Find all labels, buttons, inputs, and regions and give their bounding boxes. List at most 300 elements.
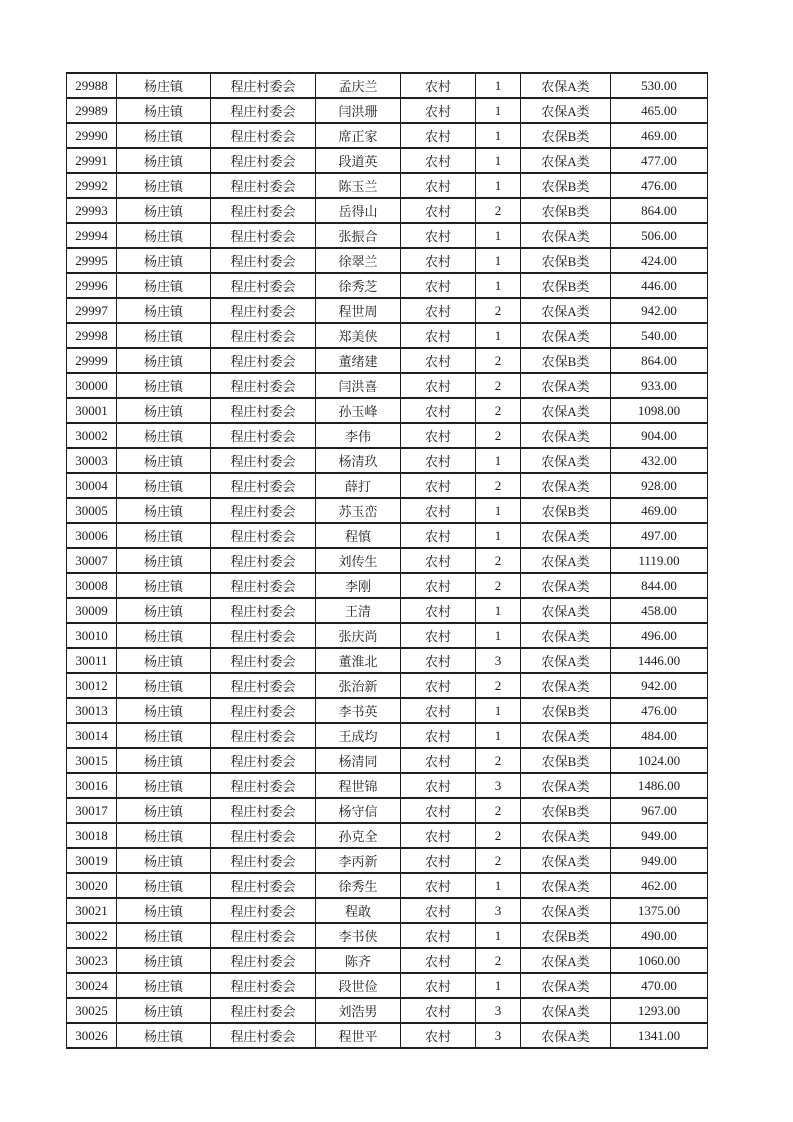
- cell-person-count: 1: [476, 448, 521, 473]
- cell-category: 农村: [401, 773, 476, 798]
- table-row: [67, 298, 708, 323]
- cell-category: 农村: [401, 923, 476, 948]
- cell-insurance-type: 农保A类: [521, 623, 611, 648]
- cell-insurance-type: 农保A类: [521, 548, 611, 573]
- records-table-body: [67, 73, 708, 1048]
- cell-serial-number: 29995: [67, 248, 117, 273]
- cell-serial-number: 30019: [67, 848, 117, 873]
- cell-insurance-type: 农保A类: [521, 598, 611, 623]
- table-row: [67, 948, 708, 973]
- cell-amount: 462.00: [611, 873, 708, 898]
- cell-town: 杨庄镇: [117, 998, 211, 1023]
- cell-serial-number: 29999: [67, 348, 117, 373]
- table-row: [67, 73, 708, 98]
- cell-serial-number: 30010: [67, 623, 117, 648]
- table-row: [67, 348, 708, 373]
- cell-insurance-type: 农保A类: [521, 873, 611, 898]
- cell-person-name: 郑美侠: [316, 323, 401, 348]
- cell-village-committee: 程庄村委会: [211, 573, 316, 598]
- table-row: [67, 148, 708, 173]
- cell-town: 杨庄镇: [117, 898, 211, 923]
- cell-person-name: 段道英: [316, 148, 401, 173]
- cell-category: 农村: [401, 498, 476, 523]
- cell-category: 农村: [401, 223, 476, 248]
- cell-person-count: 2: [476, 198, 521, 223]
- cell-person-count: 1: [476, 123, 521, 148]
- cell-town: 杨庄镇: [117, 298, 211, 323]
- cell-person-count: 1: [476, 973, 521, 998]
- cell-serial-number: 30000: [67, 373, 117, 398]
- cell-category: 农村: [401, 1023, 476, 1048]
- cell-amount: 1486.00: [611, 773, 708, 798]
- cell-category: 农村: [401, 98, 476, 123]
- table-row: [67, 248, 708, 273]
- cell-town: 杨庄镇: [117, 323, 211, 348]
- cell-category: 农村: [401, 723, 476, 748]
- cell-person-name: 王成均: [316, 723, 401, 748]
- cell-person-count: 1: [476, 598, 521, 623]
- cell-village-committee: 程庄村委会: [211, 323, 316, 348]
- cell-person-count: 2: [476, 948, 521, 973]
- table-row: [67, 473, 708, 498]
- table-row: [67, 98, 708, 123]
- table-row: [67, 623, 708, 648]
- cell-serial-number: 30009: [67, 598, 117, 623]
- cell-person-count: 2: [476, 473, 521, 498]
- cell-insurance-type: 农保A类: [521, 373, 611, 398]
- cell-town: 杨庄镇: [117, 873, 211, 898]
- cell-person-count: 2: [476, 798, 521, 823]
- cell-insurance-type: 农保B类: [521, 348, 611, 373]
- cell-person-count: 1: [476, 923, 521, 948]
- cell-person-name: 徐翠兰: [316, 248, 401, 273]
- cell-serial-number: 30023: [67, 948, 117, 973]
- cell-serial-number: 29996: [67, 273, 117, 298]
- cell-serial-number: 30021: [67, 898, 117, 923]
- table-row: [67, 1023, 708, 1048]
- cell-village-committee: 程庄村委会: [211, 923, 316, 948]
- cell-person-count: 2: [476, 398, 521, 423]
- cell-category: 农村: [401, 248, 476, 273]
- cell-town: 杨庄镇: [117, 648, 211, 673]
- cell-person-count: 1: [476, 723, 521, 748]
- cell-insurance-type: 农保A类: [521, 73, 611, 98]
- cell-person-name: 李书侠: [316, 923, 401, 948]
- cell-town: 杨庄镇: [117, 848, 211, 873]
- cell-person-name: 王清: [316, 598, 401, 623]
- cell-town: 杨庄镇: [117, 573, 211, 598]
- cell-serial-number: 30014: [67, 723, 117, 748]
- cell-category: 农村: [401, 573, 476, 598]
- cell-category: 农村: [401, 473, 476, 498]
- cell-town: 杨庄镇: [117, 473, 211, 498]
- cell-amount: 933.00: [611, 373, 708, 398]
- cell-town: 杨庄镇: [117, 973, 211, 998]
- cell-serial-number: 30002: [67, 423, 117, 448]
- cell-person-name: 李刚: [316, 573, 401, 598]
- cell-amount: 497.00: [611, 523, 708, 548]
- cell-insurance-type: 农保B类: [521, 273, 611, 298]
- table-row: [67, 423, 708, 448]
- cell-amount: 942.00: [611, 673, 708, 698]
- cell-insurance-type: 农保B类: [521, 248, 611, 273]
- cell-person-name: 刘浩男: [316, 998, 401, 1023]
- cell-amount: 530.00: [611, 73, 708, 98]
- table-row: [67, 573, 708, 598]
- cell-insurance-type: 农保A类: [521, 323, 611, 348]
- cell-town: 杨庄镇: [117, 198, 211, 223]
- cell-village-committee: 程庄村委会: [211, 148, 316, 173]
- cell-serial-number: 30013: [67, 698, 117, 723]
- cell-person-name: 程世周: [316, 298, 401, 323]
- cell-insurance-type: 农保B类: [521, 198, 611, 223]
- cell-person-name: 程世锦: [316, 773, 401, 798]
- cell-person-count: 2: [476, 298, 521, 323]
- cell-serial-number: 29997: [67, 298, 117, 323]
- cell-serial-number: 29992: [67, 173, 117, 198]
- cell-person-count: 3: [476, 998, 521, 1023]
- cell-person-count: 3: [476, 648, 521, 673]
- cell-category: 农村: [401, 873, 476, 898]
- cell-village-committee: 程庄村委会: [211, 623, 316, 648]
- cell-insurance-type: 农保A类: [521, 723, 611, 748]
- cell-amount: 1098.00: [611, 398, 708, 423]
- table-row: [67, 898, 708, 923]
- cell-category: 农村: [401, 423, 476, 448]
- cell-village-committee: 程庄村委会: [211, 673, 316, 698]
- cell-person-name: 席正家: [316, 123, 401, 148]
- cell-amount: 476.00: [611, 698, 708, 723]
- cell-insurance-type: 农保A类: [521, 898, 611, 923]
- cell-category: 农村: [401, 623, 476, 648]
- cell-person-name: 徐秀芝: [316, 273, 401, 298]
- cell-amount: 949.00: [611, 848, 708, 873]
- cell-town: 杨庄镇: [117, 673, 211, 698]
- cell-person-name: 闫洪珊: [316, 98, 401, 123]
- table-row: [67, 398, 708, 423]
- table-row: [67, 373, 708, 398]
- cell-amount: 424.00: [611, 248, 708, 273]
- cell-insurance-type: 农保A类: [521, 948, 611, 973]
- cell-town: 杨庄镇: [117, 448, 211, 473]
- cell-category: 农村: [401, 298, 476, 323]
- cell-amount: 496.00: [611, 623, 708, 648]
- cell-category: 农村: [401, 173, 476, 198]
- cell-village-committee: 程庄村委会: [211, 798, 316, 823]
- cell-insurance-type: 农保B类: [521, 923, 611, 948]
- records-table: [66, 72, 708, 1049]
- cell-village-committee: 程庄村委会: [211, 698, 316, 723]
- cell-serial-number: 30006: [67, 523, 117, 548]
- table-row: [67, 598, 708, 623]
- cell-person-count: 3: [476, 773, 521, 798]
- cell-village-committee: 程庄村委会: [211, 498, 316, 523]
- cell-village-committee: 程庄村委会: [211, 423, 316, 448]
- cell-village-committee: 程庄村委会: [211, 598, 316, 623]
- cell-town: 杨庄镇: [117, 748, 211, 773]
- cell-category: 农村: [401, 373, 476, 398]
- cell-village-committee: 程庄村委会: [211, 98, 316, 123]
- cell-person-count: 2: [476, 748, 521, 773]
- table-row: [67, 523, 708, 548]
- cell-amount: 432.00: [611, 448, 708, 473]
- cell-village-committee: 程庄村委会: [211, 723, 316, 748]
- cell-village-committee: 程庄村委会: [211, 223, 316, 248]
- cell-category: 农村: [401, 948, 476, 973]
- cell-insurance-type: 农保A类: [521, 773, 611, 798]
- cell-amount: 469.00: [611, 123, 708, 148]
- cell-amount: 1375.00: [611, 898, 708, 923]
- cell-village-committee: 程庄村委会: [211, 348, 316, 373]
- cell-insurance-type: 农保A类: [521, 998, 611, 1023]
- cell-village-committee: 程庄村委会: [211, 748, 316, 773]
- cell-serial-number: 29993: [67, 198, 117, 223]
- cell-category: 农村: [401, 748, 476, 773]
- cell-town: 杨庄镇: [117, 273, 211, 298]
- cell-person-name: 段世俭: [316, 973, 401, 998]
- cell-person-name: 闫洪喜: [316, 373, 401, 398]
- table-row: [67, 673, 708, 698]
- cell-town: 杨庄镇: [117, 523, 211, 548]
- cell-category: 农村: [401, 848, 476, 873]
- table-row: [67, 923, 708, 948]
- cell-serial-number: 29991: [67, 148, 117, 173]
- cell-category: 农村: [401, 148, 476, 173]
- cell-person-count: 3: [476, 898, 521, 923]
- cell-amount: 484.00: [611, 723, 708, 748]
- cell-town: 杨庄镇: [117, 73, 211, 98]
- table-row: [67, 698, 708, 723]
- cell-person-count: 1: [476, 323, 521, 348]
- cell-town: 杨庄镇: [117, 598, 211, 623]
- cell-category: 农村: [401, 648, 476, 673]
- cell-amount: 1024.00: [611, 748, 708, 773]
- cell-category: 农村: [401, 798, 476, 823]
- cell-insurance-type: 农保A类: [521, 973, 611, 998]
- cell-town: 杨庄镇: [117, 248, 211, 273]
- cell-insurance-type: 农保A类: [521, 398, 611, 423]
- cell-person-name: 苏玉峦: [316, 498, 401, 523]
- cell-person-count: 3: [476, 1023, 521, 1048]
- cell-serial-number: 29998: [67, 323, 117, 348]
- cell-insurance-type: 农保A类: [521, 298, 611, 323]
- cell-serial-number: 29994: [67, 223, 117, 248]
- cell-amount: 490.00: [611, 923, 708, 948]
- cell-serial-number: 30008: [67, 573, 117, 598]
- cell-person-name: 程慎: [316, 523, 401, 548]
- cell-town: 杨庄镇: [117, 623, 211, 648]
- cell-person-name: 杨清玖: [316, 448, 401, 473]
- cell-town: 杨庄镇: [117, 948, 211, 973]
- table-row: [67, 848, 708, 873]
- cell-insurance-type: 农保A类: [521, 423, 611, 448]
- cell-category: 农村: [401, 973, 476, 998]
- cell-town: 杨庄镇: [117, 173, 211, 198]
- cell-person-name: 薛打: [316, 473, 401, 498]
- cell-village-committee: 程庄村委会: [211, 173, 316, 198]
- cell-person-count: 1: [476, 223, 521, 248]
- cell-person-count: 2: [476, 848, 521, 873]
- cell-insurance-type: 农保B类: [521, 173, 611, 198]
- cell-person-name: 徐秀生: [316, 873, 401, 898]
- cell-person-name: 董淮北: [316, 648, 401, 673]
- cell-person-name: 岳得山: [316, 198, 401, 223]
- table-row: [67, 548, 708, 573]
- cell-insurance-type: 农保A类: [521, 473, 611, 498]
- cell-serial-number: 30026: [67, 1023, 117, 1048]
- table-row: [67, 123, 708, 148]
- cell-town: 杨庄镇: [117, 148, 211, 173]
- cell-village-committee: 程庄村委会: [211, 998, 316, 1023]
- cell-amount: 506.00: [611, 223, 708, 248]
- cell-serial-number: 30016: [67, 773, 117, 798]
- cell-village-committee: 程庄村委会: [211, 273, 316, 298]
- cell-village-committee: 程庄村委会: [211, 248, 316, 273]
- cell-insurance-type: 农保A类: [521, 448, 611, 473]
- cell-amount: 1446.00: [611, 648, 708, 673]
- cell-town: 杨庄镇: [117, 98, 211, 123]
- cell-amount: 476.00: [611, 173, 708, 198]
- cell-category: 农村: [401, 273, 476, 298]
- cell-serial-number: 30005: [67, 498, 117, 523]
- cell-person-count: 1: [476, 173, 521, 198]
- cell-village-committee: 程庄村委会: [211, 1023, 316, 1048]
- cell-village-committee: 程庄村委会: [211, 848, 316, 873]
- cell-amount: 469.00: [611, 498, 708, 523]
- cell-serial-number: 30011: [67, 648, 117, 673]
- cell-village-committee: 程庄村委会: [211, 298, 316, 323]
- cell-amount: 864.00: [611, 348, 708, 373]
- cell-category: 农村: [401, 698, 476, 723]
- cell-insurance-type: 农保A类: [521, 823, 611, 848]
- cell-village-committee: 程庄村委会: [211, 473, 316, 498]
- table-row: [67, 223, 708, 248]
- cell-town: 杨庄镇: [117, 398, 211, 423]
- cell-insurance-type: 农保A类: [521, 848, 611, 873]
- cell-person-count: 1: [476, 523, 521, 548]
- cell-person-name: 陈玉兰: [316, 173, 401, 198]
- cell-person-name: 孙克全: [316, 823, 401, 848]
- cell-town: 杨庄镇: [117, 823, 211, 848]
- cell-serial-number: 30007: [67, 548, 117, 573]
- cell-category: 农村: [401, 598, 476, 623]
- cell-person-name: 张振合: [316, 223, 401, 248]
- cell-insurance-type: 农保B类: [521, 798, 611, 823]
- cell-amount: 1341.00: [611, 1023, 708, 1048]
- cell-town: 杨庄镇: [117, 773, 211, 798]
- cell-serial-number: 30003: [67, 448, 117, 473]
- cell-person-name: 杨清同: [316, 748, 401, 773]
- cell-village-committee: 程庄村委会: [211, 398, 316, 423]
- cell-person-name: 孟庆兰: [316, 73, 401, 98]
- cell-amount: 470.00: [611, 973, 708, 998]
- cell-village-committee: 程庄村委会: [211, 648, 316, 673]
- cell-village-committee: 程庄村委会: [211, 198, 316, 223]
- table-row: [67, 748, 708, 773]
- cell-town: 杨庄镇: [117, 348, 211, 373]
- cell-village-committee: 程庄村委会: [211, 948, 316, 973]
- cell-category: 农村: [401, 898, 476, 923]
- table-row: [67, 773, 708, 798]
- cell-insurance-type: 农保A类: [521, 1023, 611, 1048]
- cell-village-committee: 程庄村委会: [211, 823, 316, 848]
- cell-village-committee: 程庄村委会: [211, 548, 316, 573]
- cell-amount: 1119.00: [611, 548, 708, 573]
- cell-town: 杨庄镇: [117, 223, 211, 248]
- cell-amount: 465.00: [611, 98, 708, 123]
- table-row: [67, 198, 708, 223]
- cell-category: 农村: [401, 673, 476, 698]
- cell-amount: 446.00: [611, 273, 708, 298]
- cell-insurance-type: 农保A类: [521, 673, 611, 698]
- cell-village-committee: 程庄村委会: [211, 373, 316, 398]
- cell-person-count: 1: [476, 623, 521, 648]
- cell-amount: 477.00: [611, 148, 708, 173]
- cell-serial-number: 30015: [67, 748, 117, 773]
- cell-insurance-type: 农保A类: [521, 648, 611, 673]
- cell-category: 农村: [401, 73, 476, 98]
- cell-category: 农村: [401, 323, 476, 348]
- cell-insurance-type: 农保A类: [521, 98, 611, 123]
- table-row: [67, 498, 708, 523]
- cell-category: 农村: [401, 398, 476, 423]
- cell-town: 杨庄镇: [117, 548, 211, 573]
- cell-person-count: 1: [476, 498, 521, 523]
- cell-amount: 928.00: [611, 473, 708, 498]
- cell-serial-number: 29988: [67, 73, 117, 98]
- cell-person-name: 刘传生: [316, 548, 401, 573]
- cell-insurance-type: 农保B类: [521, 748, 611, 773]
- cell-serial-number: 30025: [67, 998, 117, 1023]
- cell-person-count: 1: [476, 873, 521, 898]
- cell-insurance-type: 农保B类: [521, 123, 611, 148]
- table-row: [67, 873, 708, 898]
- cell-serial-number: 30012: [67, 673, 117, 698]
- cell-village-committee: 程庄村委会: [211, 898, 316, 923]
- cell-person-count: 1: [476, 148, 521, 173]
- cell-amount: 942.00: [611, 298, 708, 323]
- cell-category: 农村: [401, 998, 476, 1023]
- cell-person-name: 程敢: [316, 898, 401, 923]
- cell-person-count: 2: [476, 673, 521, 698]
- cell-insurance-type: 农保A类: [521, 573, 611, 598]
- cell-village-committee: 程庄村委会: [211, 973, 316, 998]
- cell-person-name: 张庆尚: [316, 623, 401, 648]
- cell-person-count: 1: [476, 698, 521, 723]
- cell-amount: 540.00: [611, 323, 708, 348]
- cell-serial-number: 30024: [67, 973, 117, 998]
- cell-person-count: 1: [476, 273, 521, 298]
- cell-person-name: 李丙新: [316, 848, 401, 873]
- cell-person-name: 李书英: [316, 698, 401, 723]
- table-row: [67, 273, 708, 298]
- cell-amount: 864.00: [611, 198, 708, 223]
- cell-person-count: 1: [476, 248, 521, 273]
- table-row: [67, 973, 708, 998]
- cell-village-committee: 程庄村委会: [211, 73, 316, 98]
- cell-insurance-type: 农保A类: [521, 523, 611, 548]
- cell-person-count: 2: [476, 423, 521, 448]
- cell-person-count: 2: [476, 348, 521, 373]
- cell-amount: 967.00: [611, 798, 708, 823]
- cell-town: 杨庄镇: [117, 498, 211, 523]
- cell-amount: 1293.00: [611, 998, 708, 1023]
- cell-person-name: 杨守信: [316, 798, 401, 823]
- cell-category: 农村: [401, 548, 476, 573]
- cell-amount: 1060.00: [611, 948, 708, 973]
- table-row: [67, 648, 708, 673]
- table-row: [67, 448, 708, 473]
